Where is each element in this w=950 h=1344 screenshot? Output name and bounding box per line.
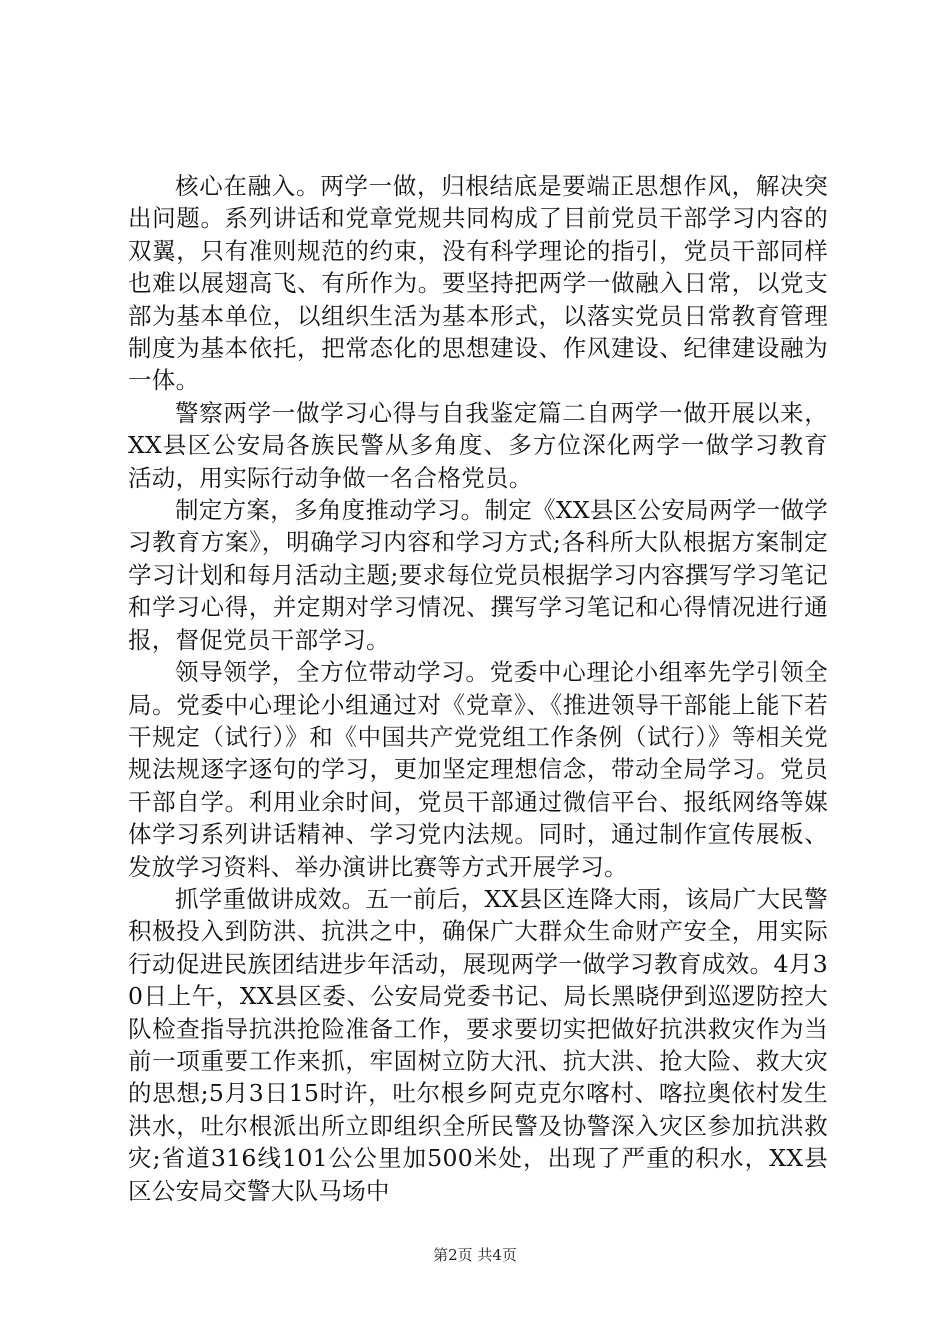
paragraph-formulate-plan: 制定方案，多角度推动学习。制定《XX县区公安局两学一做学习教育方案》，明确学习内容和学习方式;各科所大队根据方案制定学习计划和每月活动主题;要求每位党员根据学习内容撰写学习笔记和学习心得，并定期对学习情况、撰写学习笔记和心得情况进行通报，督促党员干部学习。 [128,496,828,654]
document-body [128,170,828,1207]
paragraph-police-study-intro: 警察两学一做学习心得与自我鉴定篇二自两学一做开展以来，XX县区公安局各族民警从多角度、多方位深化两学一做学习教育活动，用实际行动争做一名合格党员。 [128,398,828,492]
page-number-footer: 第2页 共4页 [433,1246,517,1264]
paragraph-study-results: 抓学重做讲成效。五一前后，XX县区连降大雨，该局广大民警积极投入到防洪、抗洪之中，确保广大群众生命财产安全，用实际行动促进民族团结进步年活动，展现两学一做学习教育成效。4月30日上午，XX县区委、公安局党委书记、局长黑晓伊到巡逻防控大队检查指导抗洪抢险准备工作，要求要切实把做好抗洪救灾作为当前一项重要工作来抓，牢固树立防大汛、抗大洪、抢大险、救大灾的思想;5月3日15时许，吐尔根乡阿克克尔喀村、喀拉奥依村发生洪水，吐尔根派出所立即组织全所民警及协警深入灾区参加抗洪救灾;省道316线101公公里加500米处，出现了严重的积水，XX县区公安局交警大队马场中 [128,884,828,1205]
paragraph-core-integration: 核心在融入。两学一做，归根结底是要端正思想作风，解决突出问题。系列讲话和党章党规共同构成了目前党员干部学习内容的双翼，只有准则规范的约束，没有科学理论的指引，党员干部同样也难以展翅高飞、有所作为。要坚持把两学一做融入日常，以党支部为基本单位，以组织生活为基本形式，以落实党员日常教育管理制度为基本依托，把常态化的思想建设、作风建设、纪律建设融为一体。 [128,172,828,395]
paragraph-leaders-lead-study: 领导领学，全方位带动学习。党委中心理论小组率先学引领全局。党委中心理论小组通过对《党章》、《推进领导干部能上能下若干规定（试行）》和《中国共产党党组工作条例（试行）》等相关党规法规逐字逐句的学习，更加坚定理想信念，带动全局学习。党员干部自学。利用业余时间，党员干部通过微信平台、报纸网络等媒体学习系列讲话精神、学习党内法规。同时，通过制作宣传展板、发放学习资料、举办演讲比赛等方式开展学习。 [128,658,828,881]
